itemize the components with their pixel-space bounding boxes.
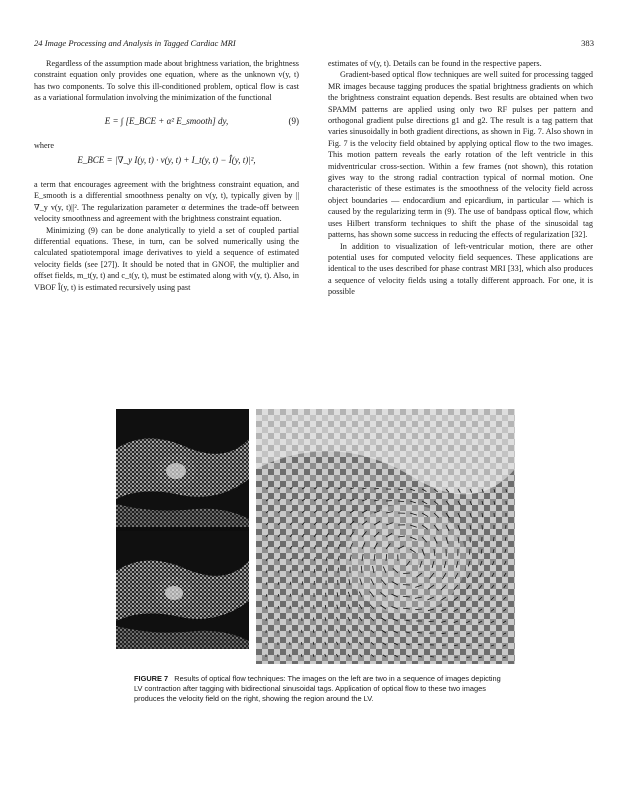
paragraph: In addition to visualization of left-ventricular motion, there are other potential uses for computed velocity field sequences. These applications are identical to the uses described for phase contrast MRI [33], which also produces a sequence of velocity fields using a totally different approach. For one, it is possible — [328, 241, 593, 297]
mri-frame-1 — [116, 409, 249, 527]
velocity-arrow — [290, 594, 291, 597]
paragraph: estimates of v(y, t). Details can be found in the respective papers. — [328, 59, 542, 68]
paragraph: Gradient-based optical flow techniques are well suited for processing tagged MR images because tagging produces the spatial brightness gradients on which the brightness constraint equation depends. Best results are obtained when two SPAMM patterns are applied using only two RF pulses per pattern and orthogonal gradient pulse directions g1 and g2. The result is a tag pattern that varies sinusoidally in both gradient directions, as shown in Fig. 7. Also shown in Fig. 7 is the velocity field obtained by applying optical flow to the two images. This motion pattern reveals the early rotation of the left ventricle in this midventricular cross-section. Within a few frames (not shown), this rotation gives way to the strong radial contraction typical of normal motion. One characteristic of these estimates is the smoothness of the velocity field across object boundaries — endocardium and epicardium, in particular — which is caused by the regularizing term in (9). The use of bandpass optical flow, which uses Hilbert transform techniques to shift the phase of the sinusoidal tag patterns, has shown some success in reducing the effects of regularization [32]. — [328, 70, 593, 240]
velocity-arrow — [313, 618, 314, 621]
equation-bce-body: E_BCE = |∇_y I(y, t) · v(y, t) + I_t(y, t) − Î(y, t)|², — [77, 155, 256, 166]
equation-9-body: E = ∫ [E_BCE + α² E_smooth] dy, — [104, 115, 229, 126]
where-label: where — [34, 140, 55, 150]
figure-caption — [134, 674, 506, 704]
figure-label: FIGURE 7 — [134, 674, 169, 683]
mri-frame-2 — [116, 531, 249, 649]
velocity-field-svg — [256, 409, 515, 664]
figure-caption-text: Results of optical flow techniques: The images on the left are two in a sequence of images depicting LV contraction after tagging with bidirectional sinusoidal tags. Application of optical flow to these two images produces the velocity field on the right, showing the region around the LV. — [134, 674, 501, 703]
equation-9 — [34, 112, 299, 134]
velocity-field-image — [256, 409, 515, 664]
equation-9-number: (9) — [288, 115, 299, 126]
paragraph: Minimizing (9) can be done analytically to yield a set of coupled partial differential equations. These, in turn, can be solved numerically using the calculated spatiotemporal image derivatives to yield a sequence of estimated velocity fields (see [27]). It should be noted that in GNOF, the multiplier and offset fields, m_t(y, t) and c_t(y, t), must be estimated along with v(y, t). Also, in VBOF Î(y, t) is estimated recursively using past — [34, 225, 299, 292]
running-header: 24 Image Processing and Analysis in Tagged Cardiac MRI — [34, 38, 236, 48]
velocity-arrow — [454, 645, 458, 646]
tagged-mri-images-svg — [116, 409, 249, 649]
velocity-arrow — [374, 488, 379, 489]
paragraph: Regardless of the assumption made about brightness variation, the brightness constraint equation only provides one equation, where as the unknown v(y, t) has two components. To solve this ill-conditioned problem, optical flow is cast as a variational formulation involving the minimization of the functional — [34, 59, 299, 103]
equation-bce — [34, 151, 299, 175]
paragraph: a term that encourages agreement with the brightness constraint equation, and E_smooth is a differential smoothness penalty on v(y, t), typically given by ||∇_y v(y, t)||². The regularization parameter α determines the trade-off between velocity smoothness and agreement with the brightness constraint equation. — [34, 180, 299, 224]
right-column — [328, 58, 593, 298]
velocity-arrow — [301, 642, 302, 645]
page-number: 383 — [581, 38, 594, 48]
left-column — [34, 58, 299, 293]
velocity-arrow — [403, 573, 410, 574]
tagged-mri-image-pair — [116, 409, 249, 649]
velocity-arrow — [479, 657, 482, 658]
